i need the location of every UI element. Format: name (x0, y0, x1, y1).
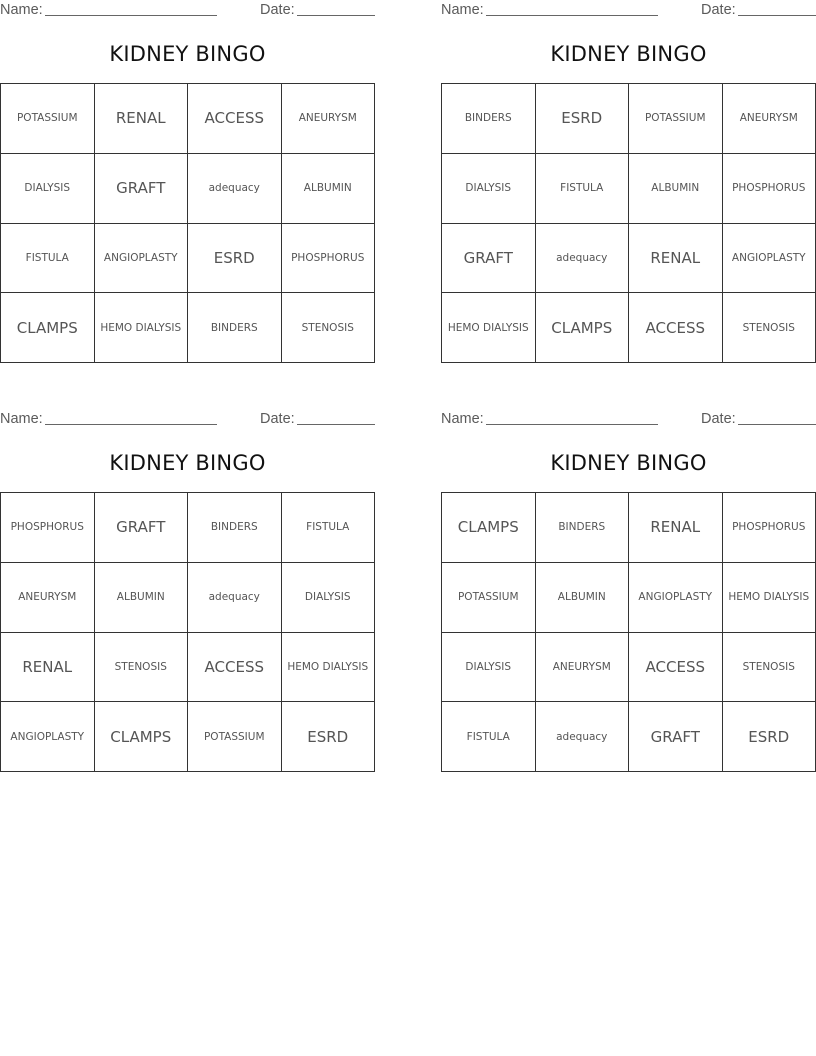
bingo-card-3 (0, 409, 375, 774)
card-title: KIDNEY BINGO (109, 451, 266, 475)
date-label: Date: (260, 2, 295, 18)
bingo-cell: CLAMPS (442, 493, 536, 563)
bingo-cell: ACCESS (188, 84, 282, 154)
bingo-cell: HEMO DIALYSIS (95, 293, 189, 363)
bingo-cell: ESRD (536, 84, 630, 154)
bingo-cell: FISTULA (282, 493, 376, 563)
bingo-cell: ALBUMIN (282, 154, 376, 224)
bingo-cell: ANGIOPLASTY (1, 702, 95, 772)
bingo-cell: ESRD (188, 224, 282, 294)
bingo-cell: PHOSPHORUS (723, 493, 816, 563)
bingo-cell: ACCESS (629, 293, 723, 363)
bingo-cell: RENAL (629, 493, 723, 563)
bingo-cell: DIALYSIS (442, 633, 536, 703)
name-label: Name: (441, 2, 484, 18)
bingo-cell: adequacy (188, 563, 282, 633)
bingo-cell: FISTULA (1, 224, 95, 294)
name-blank-line (45, 411, 217, 425)
bingo-cell: GRAFT (95, 154, 189, 224)
bingo-cell: adequacy (536, 702, 630, 772)
bingo-cell: ACCESS (188, 633, 282, 703)
date-label: Date: (260, 411, 295, 427)
bingo-cell: ESRD (723, 702, 816, 772)
bingo-card-1 (0, 0, 375, 365)
bingo-cell: STENOSIS (95, 633, 189, 703)
bingo-cell: RENAL (629, 224, 723, 294)
bingo-cell: POTASSIUM (188, 702, 282, 772)
card-title: KIDNEY BINGO (109, 42, 266, 66)
bingo-cell: CLAMPS (1, 293, 95, 363)
bingo-cell: PHOSPHORUS (282, 224, 376, 294)
date-label: Date: (701, 411, 736, 427)
bingo-cell: HEMO DIALYSIS (282, 633, 376, 703)
bingo-cell: STENOSIS (282, 293, 376, 363)
name-blank-line (45, 2, 217, 16)
bingo-grid (0, 492, 375, 772)
bingo-grid (441, 83, 816, 363)
card-header (441, 2, 816, 20)
card-header (0, 411, 375, 429)
bingo-cell: BINDERS (188, 493, 282, 563)
bingo-cell: CLAMPS (95, 702, 189, 772)
bingo-cell: ANEURYSM (282, 84, 376, 154)
bingo-cell: POTASSIUM (442, 563, 536, 633)
bingo-card-4 (441, 409, 816, 774)
bingo-cell: POTASSIUM (1, 84, 95, 154)
card-title: KIDNEY BINGO (550, 451, 707, 475)
date-label: Date: (701, 2, 736, 18)
bingo-cell: HEMO DIALYSIS (723, 563, 816, 633)
bingo-cell: STENOSIS (723, 293, 816, 363)
bingo-cell: PHOSPHORUS (1, 493, 95, 563)
bingo-cell: ANEURYSM (1, 563, 95, 633)
bingo-cell: FISTULA (442, 702, 536, 772)
bingo-cell: DIALYSIS (1, 154, 95, 224)
bingo-cell: BINDERS (536, 493, 630, 563)
bingo-cell: BINDERS (442, 84, 536, 154)
bingo-cell: ANEURYSM (723, 84, 816, 154)
date-blank-line (738, 411, 816, 425)
card-header (441, 411, 816, 429)
bingo-cell: HEMO DIALYSIS (442, 293, 536, 363)
bingo-cell: DIALYSIS (282, 563, 376, 633)
bingo-cell: GRAFT (442, 224, 536, 294)
date-blank-line (297, 411, 375, 425)
bingo-cell: ANEURYSM (536, 633, 630, 703)
bingo-cell: ALBUMIN (95, 563, 189, 633)
bingo-cell: ANGIOPLASTY (629, 563, 723, 633)
card-header (0, 2, 375, 20)
bingo-cell: POTASSIUM (629, 84, 723, 154)
bingo-cell: ESRD (282, 702, 376, 772)
bingo-card-2 (441, 0, 816, 365)
name-label: Name: (441, 411, 484, 427)
bingo-cell: RENAL (1, 633, 95, 703)
bingo-cell: adequacy (536, 224, 630, 294)
date-blank-line (297, 2, 375, 16)
bingo-cell: ACCESS (629, 633, 723, 703)
bingo-cell: ALBUMIN (629, 154, 723, 224)
bingo-cell: FISTULA (536, 154, 630, 224)
bingo-cell: ANGIOPLASTY (95, 224, 189, 294)
bingo-cell: BINDERS (188, 293, 282, 363)
name-blank-line (486, 411, 658, 425)
bingo-cell: GRAFT (95, 493, 189, 563)
bingo-cell: ANGIOPLASTY (723, 224, 816, 294)
name-blank-line (486, 2, 658, 16)
bingo-cell: STENOSIS (723, 633, 816, 703)
name-label: Name: (0, 2, 43, 18)
name-label: Name: (0, 411, 43, 427)
bingo-cell: adequacy (188, 154, 282, 224)
card-title: KIDNEY BINGO (550, 42, 707, 66)
bingo-grid (441, 492, 816, 772)
bingo-grid (0, 83, 375, 363)
bingo-cell: RENAL (95, 84, 189, 154)
bingo-cell: GRAFT (629, 702, 723, 772)
bingo-cell: DIALYSIS (442, 154, 536, 224)
bingo-cell: CLAMPS (536, 293, 630, 363)
bingo-cell: PHOSPHORUS (723, 154, 816, 224)
bingo-cell: ALBUMIN (536, 563, 630, 633)
date-blank-line (738, 2, 816, 16)
